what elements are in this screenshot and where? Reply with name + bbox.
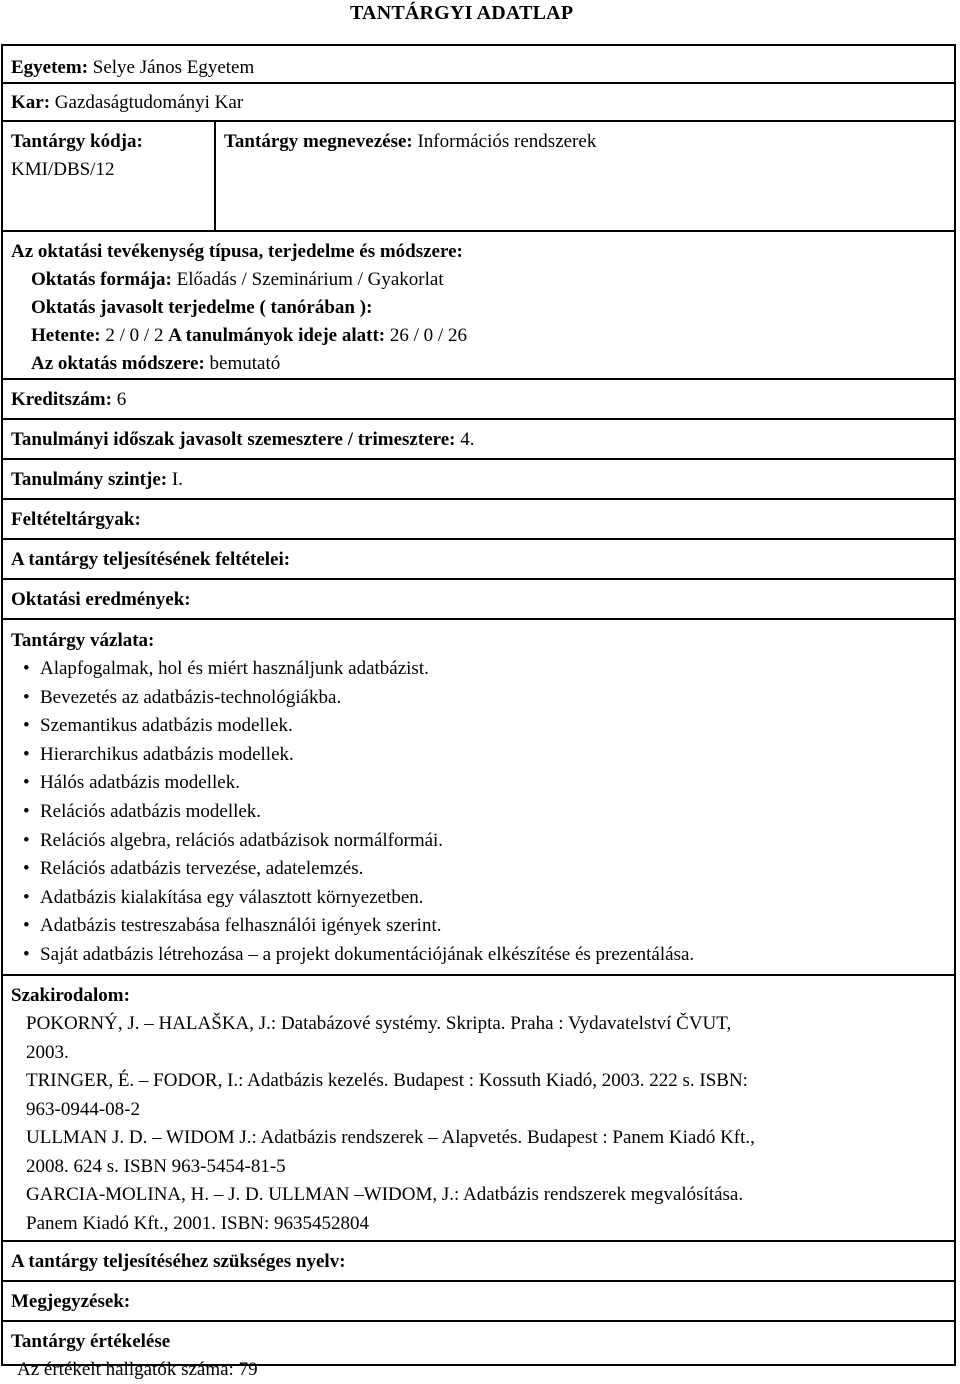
outcomes-label: Oktatási eredmények: <box>11 589 191 610</box>
list-item: • Relációs adatbázis modellek. <box>23 798 946 827</box>
level-label: Tanulmány szintje: <box>11 469 168 490</box>
method-label: Az oktatás módszere: <box>31 353 205 374</box>
course-name-label: Tantárgy megnevezése: <box>224 131 413 152</box>
literature-line: TRINGER, É. – FODOR, I.: Adatbázis kezelés. Budapest : Kossuth Kiadó, 2003. 222 s. ISBN: <box>26 1070 748 1091</box>
bullet-icon: • <box>23 915 30 937</box>
bullet-icon: • <box>23 800 30 822</box>
bullet-icon: • <box>23 715 30 737</box>
university-value: Selye János Egyetem <box>92 57 255 78</box>
level-row <box>3 460 954 500</box>
teaching-heading: Az oktatási tevékenység típusa, terjedelme és módszere: <box>11 241 463 262</box>
completion-row <box>3 540 954 580</box>
completion-label: A tantárgy teljesítésének feltételei: <box>11 549 291 570</box>
credits-label: Kreditszám: <box>11 389 112 410</box>
outline-label: Tantárgy vázlata: <box>11 630 155 651</box>
university-row <box>3 46 954 84</box>
literature-line: GARCIA-MOLINA, H. – J. D. ULLMAN –WIDOM, J.: Adatbázis rendszerek megvalósítása. <box>26 1184 744 1205</box>
literature-line: 963-0944-08-2 <box>26 1098 140 1120</box>
course-name-value: Információs rendszerek <box>417 131 597 152</box>
teaching-form-label: Oktatás formája: <box>31 269 172 290</box>
list-item: • Hierarchikus adatbázis modellek. <box>23 741 946 770</box>
language-row <box>3 1242 954 1282</box>
semester-value: 4. <box>460 429 475 450</box>
bullet-icon: • <box>23 829 30 851</box>
bullet-icon: • <box>23 858 30 880</box>
literature-line: POKORNÝ, J. – HALAŠKA, J.: Databázové systémy. Skripta. Praha : Vydavatelství ČVUT, <box>26 1013 732 1034</box>
course-name-cell <box>216 122 954 230</box>
list-item: • Adatbázis kialakítása egy választott környezetben. <box>23 884 946 913</box>
list-item: • Bevezetés az adatbázis-technológiákba. <box>23 684 946 713</box>
notes-row <box>3 1282 954 1322</box>
bullet-icon: • <box>23 772 30 794</box>
outline-row <box>3 620 954 976</box>
literature-line: Panem Kiadó Kft., 2001. ISBN: 9635452804 <box>26 1212 370 1234</box>
semester-label: Tanulmányi időszak javasolt szemesztere / trimesztere: <box>11 429 456 450</box>
list-item: • Saját adatbázis létrehozása – a projekt dokumentációjának elkészítése és prezentálása. <box>23 941 946 970</box>
period-value: 26 / 0 / 26 <box>389 325 467 346</box>
weekly-value: 2 / 0 / 2 <box>105 325 164 346</box>
bullet-icon: • <box>23 686 30 708</box>
list-item: • Relációs adatbázis tervezése, adatelemzés. <box>23 855 946 884</box>
course-row <box>3 122 954 232</box>
language-label: A tantárgy teljesítéséhez szükséges nyelv: <box>11 1251 346 1272</box>
university-label: Egyetem: <box>11 57 89 78</box>
credits-row <box>3 380 954 420</box>
faculty-row <box>3 84 954 122</box>
bullet-icon: • <box>23 943 30 965</box>
list-item: • Alapfogalmak, hol és miért használjunk adatbázist. <box>23 655 946 684</box>
literature-list <box>11 1010 946 1238</box>
evaluation-label: Tantárgy értékelése <box>11 1331 171 1352</box>
teaching-row <box>3 232 954 380</box>
document-title: TANTÁRGYI ADATLAP <box>350 2 574 24</box>
list-item: • Relációs algebra, relációs adatbázisok normálformái. <box>23 827 946 856</box>
semester-row <box>3 420 954 460</box>
literature-line: ULLMAN J. D. – WIDOM J.: Adatbázis rendszerek – Alapvetés. Budapest : Panem Kiadó Kft., <box>26 1127 755 1148</box>
course-code-label: Tantárgy kódja: <box>11 131 143 152</box>
course-code-value: KMI/DBS/12 <box>11 159 115 180</box>
evaluated-students-label: Az értékelt hallgatók száma: <box>17 1359 234 1380</box>
period-label: A tanulmányok ideje alatt: <box>168 325 386 346</box>
evaluated-students-value: 79 <box>238 1359 258 1380</box>
notes-label: Megjegyzések: <box>11 1291 131 1312</box>
datasheet-table <box>1 44 956 1380</box>
outcomes-row <box>3 580 954 620</box>
outline-list <box>11 655 946 970</box>
method-value: bemutató <box>209 353 281 374</box>
credits-value: 6 <box>116 389 127 410</box>
literature-line: 2003. <box>26 1041 69 1063</box>
list-item: • Adatbázis testreszabása felhasználói igények szerint. <box>23 912 946 941</box>
level-value: I. <box>171 469 183 490</box>
literature-row <box>3 976 954 1242</box>
literature-label: Szakirodalom: <box>11 985 130 1006</box>
list-item: • Szemantikus adatbázis modellek. <box>23 712 946 741</box>
teaching-form-value: Előadás / Szeminárium / Gyakorlat <box>176 269 444 290</box>
list-item: • Hálós adatbázis modellek. <box>23 769 946 798</box>
prerequisites-label: Feltételtárgyak: <box>11 509 141 530</box>
teaching-extent-label: Oktatás javasolt terjedelme ( tanórában ): <box>31 297 373 318</box>
bullet-icon: • <box>23 743 30 765</box>
faculty-label: Kar: <box>11 92 51 113</box>
prerequisites-row <box>3 500 954 540</box>
course-code-cell <box>3 122 216 230</box>
literature-line: 2008. 624 s. ISBN 963-5454-81-5 <box>26 1155 286 1177</box>
bullet-icon: • <box>23 658 30 679</box>
bullet-icon: • <box>23 886 30 908</box>
faculty-value: Gazdaságtudományi Kar <box>54 92 244 113</box>
weekly-label: Hetente: <box>31 325 101 346</box>
evaluation-row <box>3 1322 954 1384</box>
